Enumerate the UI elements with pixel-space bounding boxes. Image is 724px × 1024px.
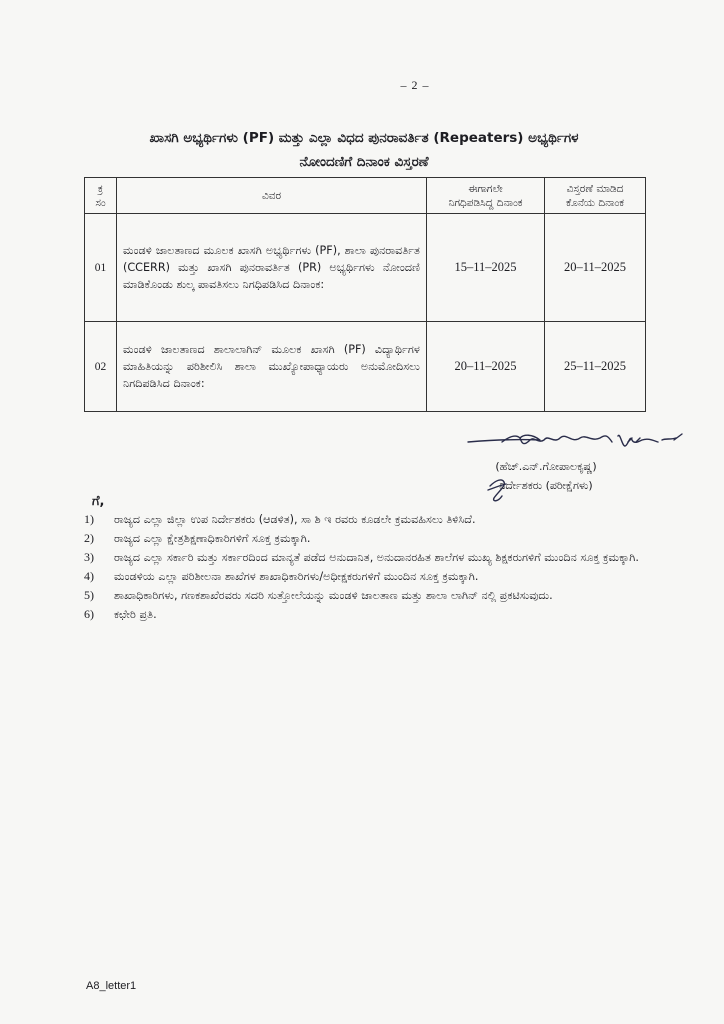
header-fixed-date [427, 178, 545, 214]
list-item-number: 2) [84, 531, 94, 545]
row-fixed-date: 15–11–2025 [427, 214, 545, 322]
list-item-text: ರಾಜ್ಯದ ಎಲ್ಲಾ ಕ್ಷೇತ್ರಶಿಕ್ಷಣಾಧಿಕಾರಿಗಳಿಗೆ ಸೂಕ್ತ ಕ್ರಮಕ್ಕಾಗಿ. [114, 532, 311, 545]
list-item-text: ಶಾಖಾಧಿಕಾರಿಗಳು, ಗಣಕಶಾಖೆರವರು ಸದರಿ ಸುತ್ತೋಲೆಯನ್ನು ಮಂಡಳಿ ಜಾಲತಾಣ ಮತ್ತು ಶಾಲಾ ಲಾಗಿನ್ ನಲ್ಲಿ ಪ್ರಕಟಿಸುವುದು. [114, 589, 553, 602]
header-details: ವಿವರ [117, 178, 427, 214]
list-item-number: 6) [84, 607, 94, 621]
list-item-text: ರಾಜ್ಯದ ಎಲ್ಲಾ ಸರ್ಕಾರಿ ಮತ್ತು ಸರ್ಕಾರದಿಂದ ಮಾನ್ಯತೆ ಪಡೆದ ಅನುದಾನಿತ, ಅನುದಾನರಹಿತ ಶಾಲೆಗಳ ಮುಖ್ಯ ಶಿಕ್ಷಕರುಗಳಿಗೆ ಮುಂದಿನ ಸೂಕ್ತ ಕ್ರಮಕ್ಕಾಗಿ. [114, 551, 639, 564]
row-details: ಮಂಡಳಿ ಜಾಲತಾಣದ ಮೂಲಕ ಖಾಸಗಿ ಅಭ್ಯರ್ಥಿಗಳು (PF), ಶಾಲಾ ಪುನರಾವರ್ತಿತ (CCERR) ಮತ್ತು ಖಾಸಗಿ ಪುನರಾವರ್ತಿತ (PR) ಅಭ್ಯರ್ಥಿಗಳು ನೋಂದಣಿ ಮಾಡಿಕೊಂಡು ಶುಲ್ಕ ಪಾವತಿಸಲು ನಿಗಧಿಪಡಿಸಿದ ದಿನಾಂಕ: [117, 214, 427, 322]
list-item-number: 1) [84, 512, 94, 526]
header-extended-date [545, 178, 646, 214]
header-fixed-line-1: ಈಗಾಗಲೇ [468, 182, 503, 195]
recipient-list [84, 510, 654, 624]
to-label: ಗೆ, [92, 494, 105, 509]
list-item-text: ಮಂಡಳಿಯ ಎಲ್ಲಾ ಪರಿಶೀಲನಾ ಶಾಖೆಗಳ ಶಾಖಾಧಿಕಾರಿಗಳು/ಅಧೀಕ್ಷಕರುಗಳಿಗೆ ಮುಂದಿನ ಸೂಕ್ತ ಕ್ರಮಕ್ಕಾಗಿ. [114, 570, 479, 583]
list-item [84, 529, 654, 548]
row-details: ಮಂಡಳಿ ಜಾಲತಾಣದ ಶಾಲಾಲಾಗಿನ್ ಮೂಲಕ ಖಾಸಗಿ (PF) ವಿದ್ಯಾರ್ಥಿಗಳ ಮಾಹಿತಿಯನ್ನು ಪರಿಶೀಲಿಸಿ ಶಾಲಾ ಮುಖ್ಯೋಪಾಧ್ಯಾಯರು ಅನುಮೋದಿಸಲು ನಿಗದಿಪಡಿಸಿದ ದಿನಾಂಕ: [117, 322, 427, 412]
row-fixed-date: 20–11–2025 [427, 322, 545, 412]
list-item [84, 586, 654, 605]
row-serial: 01 [85, 214, 117, 322]
list-item-number: 4) [84, 569, 94, 583]
list-item [84, 548, 654, 567]
list-item-number: 5) [84, 588, 94, 602]
header-serial [85, 178, 117, 214]
document-title [84, 126, 644, 174]
footer-code: A8_letter1 [86, 980, 137, 992]
table-row [85, 214, 646, 322]
header-extended-line-2: ಕೊನೆಯ ದಿನಾಂಕ [565, 196, 625, 209]
list-item [84, 605, 654, 624]
list-item-number: 3) [84, 550, 94, 564]
header-serial-line-2: ಸಂ [95, 196, 106, 209]
title-line-2: ನೋಂದಣಿಗೆ ದಿನಾಂಕ ವಿಸ್ತರಣೆ [299, 154, 429, 170]
list-item [84, 510, 654, 529]
schedule-table [84, 177, 646, 412]
page-number: – 2 – [400, 78, 430, 92]
row-extended-date: 20–11–2025 [545, 214, 646, 322]
signatory-designation: ನಿರ್ದೇಶಕರು (ಪರೀಕ್ಷೆಗಳು) [499, 479, 593, 492]
signatory-name: (ಹೆಚ್.ಎನ್.ಗೋಪಾಲಕೃಷ್ಣ) [495, 460, 597, 473]
title-line-1: ಖಾಸಗಿ ಅಭ್ಯರ್ಥಿಗಳು (PF) ಮತ್ತು ಎಲ್ಲಾ ವಿಧದ ಪುನರಾವರ್ತಿತ (Repeaters) ಅಭ್ಯರ್ಥಿಗಳ [149, 130, 579, 146]
table-row [85, 322, 646, 412]
header-serial-line-1: ಕ್ರ [97, 182, 104, 195]
table-header-row [85, 178, 646, 214]
header-extended-line-1: ವಿಸ್ತರಣೆ ಮಾಡಿದ [566, 182, 624, 195]
row-extended-date: 25–11–2025 [545, 322, 646, 412]
list-item-text: ಕಛೇರಿ ಪ್ರತಿ. [114, 608, 157, 621]
header-fixed-line-2: ನಿಗಧಿಪಡಿಸಿದ್ದ ದಿನಾಂಕ [448, 196, 523, 209]
row-serial: 02 [85, 322, 117, 412]
list-item-text: ರಾಜ್ಯದ ಎಲ್ಲಾ ಜಿಲ್ಲಾ ಉಪ ನಿರ್ದೇಶಕರು (ಆಡಳಿತ), ಸಾ ಶಿ ಇ ರವರು ಕೂಡಲೇ ಕ್ರಮವಹಿಸಲು ತಿಳಿಸಿದೆ. [114, 513, 476, 526]
list-item [84, 567, 654, 586]
